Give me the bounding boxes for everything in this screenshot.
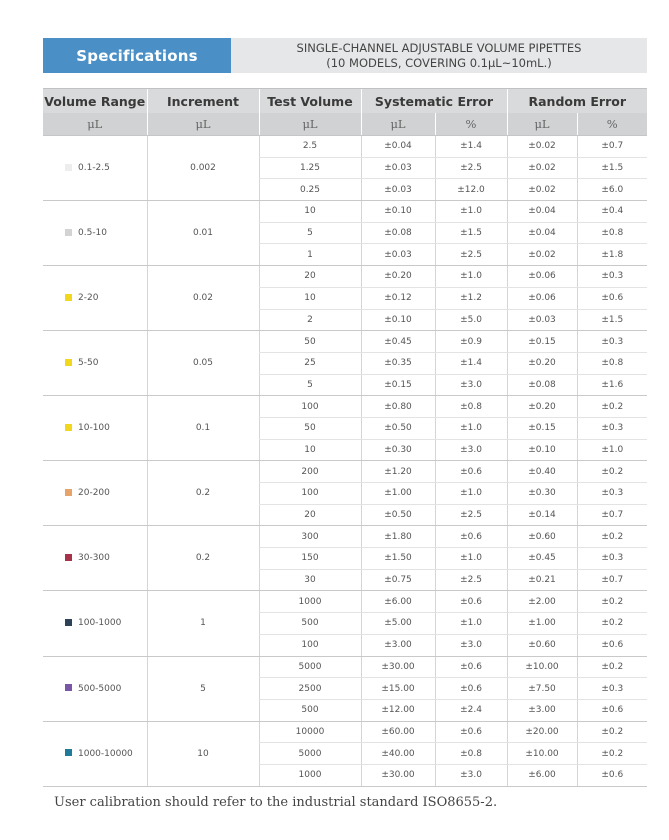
volume-range-cell [43,136,147,201]
volume-range-label: 5-50 [78,358,99,369]
test-volume-cell: 100 [259,634,361,656]
test-volume-cell: 10 [259,201,361,223]
color-swatch-icon [65,424,72,431]
volume-range-label: 100-1000 [78,618,122,629]
unit-cell: % [435,113,507,136]
systematic-error-ul-cell: ±0.45 [361,331,435,353]
systematic-error-pct-cell: ±2.5 [435,569,507,591]
random-error-ul-cell: ±0.15 [507,417,577,439]
random-error-ul-cell: ±0.04 [507,201,577,223]
systematic-error-ul-cell: ±0.08 [361,222,435,244]
table-row [43,591,647,613]
random-error-ul-cell: ±0.03 [507,309,577,331]
systematic-error-ul-cell: ±0.80 [361,396,435,418]
color-swatch-icon [65,489,72,496]
volume-range-cell [43,721,147,786]
test-volume-cell: 5000 [259,656,361,678]
volume-range-cell [43,591,147,656]
table-row [43,396,647,418]
systematic-error-ul-cell: ±40.00 [361,743,435,765]
test-volume-cell: 0.25 [259,179,361,201]
table-row [43,201,647,223]
systematic-error-ul-cell: ±30.00 [361,764,435,786]
unit-cell: % [577,113,647,136]
volume-range-cell [43,266,147,331]
increment-cell: 1 [147,591,259,656]
unit-cell: μL [507,113,577,136]
test-volume-cell: 100 [259,396,361,418]
color-swatch-icon [65,619,72,626]
systematic-error-ul-cell: ±15.00 [361,678,435,700]
random-error-pct-cell: ±0.4 [577,201,647,223]
random-error-ul-cell: ±0.40 [507,461,577,483]
test-volume-cell: 20 [259,266,361,288]
systematic-error-ul-cell: ±0.20 [361,266,435,288]
random-error-pct-cell: ±0.8 [577,352,647,374]
header-volume-range: Volume Range [43,89,147,114]
test-volume-cell: 200 [259,461,361,483]
test-volume-cell: 150 [259,548,361,570]
systematic-error-pct-cell: ±0.6 [435,591,507,613]
random-error-pct-cell: ±0.3 [577,266,647,288]
systematic-error-ul-cell: ±0.03 [361,244,435,266]
test-volume-cell: 20 [259,504,361,526]
systematic-error-pct-cell: ±2.4 [435,699,507,721]
systematic-error-pct-cell: ±0.6 [435,721,507,743]
unit-cell: μL [361,113,435,136]
table-row [43,266,647,288]
systematic-error-ul-cell: ±30.00 [361,656,435,678]
random-error-pct-cell: ±0.7 [577,136,647,158]
systematic-error-pct-cell: ±2.5 [435,504,507,526]
random-error-ul-cell: ±0.10 [507,439,577,461]
random-error-pct-cell: ±0.2 [577,461,647,483]
random-error-ul-cell: ±0.20 [507,396,577,418]
test-volume-cell: 5000 [259,743,361,765]
volume-range-label: 10-100 [78,423,110,434]
test-volume-cell: 50 [259,417,361,439]
random-error-ul-cell: ±2.00 [507,591,577,613]
systematic-error-ul-cell: ±5.00 [361,613,435,635]
random-error-ul-cell: ±0.14 [507,504,577,526]
random-error-pct-cell: ±0.6 [577,287,647,309]
color-swatch-icon [65,164,72,171]
random-error-ul-cell: ±0.02 [507,157,577,179]
volume-range-label: 500-5000 [78,683,122,694]
volume-range-label: 30-300 [78,553,110,564]
color-swatch-icon [65,229,72,236]
systematic-error-ul-cell: ±0.03 [361,157,435,179]
random-error-ul-cell: ±3.00 [507,699,577,721]
volume-range-cell [43,526,147,591]
volume-range-cell [43,331,147,396]
increment-cell: 10 [147,721,259,786]
systematic-error-pct-cell: ±1.5 [435,222,507,244]
systematic-error-pct-cell: ±1.0 [435,613,507,635]
random-error-ul-cell: ±0.30 [507,483,577,505]
random-error-pct-cell: ±0.3 [577,331,647,353]
test-volume-cell: 500 [259,699,361,721]
calibration-note: User calibration should refer to the industrial standard ISO8655-2. [54,795,498,810]
color-swatch-icon [65,359,72,366]
increment-cell: 0.2 [147,461,259,526]
unit-cell: μL [43,113,147,136]
test-volume-cell: 50 [259,331,361,353]
specifications-label: Specifications [43,38,231,73]
test-volume-cell: 30 [259,569,361,591]
random-error-pct-cell: ±0.2 [577,743,647,765]
increment-cell: 0.01 [147,201,259,266]
table-row [43,331,647,353]
color-swatch-icon [65,554,72,561]
color-swatch-icon [65,684,72,691]
random-error-ul-cell: ±0.08 [507,374,577,396]
systematic-error-ul-cell: ±0.12 [361,287,435,309]
header-row [43,89,647,114]
systematic-error-pct-cell: ±3.0 [435,374,507,396]
random-error-pct-cell: ±0.2 [577,721,647,743]
systematic-error-ul-cell: ±0.04 [361,136,435,158]
systematic-error-pct-cell: ±0.6 [435,461,507,483]
systematic-error-ul-cell: ±1.00 [361,483,435,505]
random-error-ul-cell: ±20.00 [507,721,577,743]
color-swatch-icon [65,749,72,756]
systematic-error-ul-cell: ±12.00 [361,699,435,721]
test-volume-cell: 5 [259,222,361,244]
random-error-pct-cell: ±0.8 [577,222,647,244]
systematic-error-pct-cell: ±1.0 [435,483,507,505]
test-volume-cell: 25 [259,352,361,374]
random-error-pct-cell: ±1.0 [577,439,647,461]
header-increment: Increment [147,89,259,114]
increment-cell: 5 [147,656,259,721]
systematic-error-pct-cell: ±12.0 [435,179,507,201]
table-row [43,721,647,743]
systematic-error-ul-cell: ±60.00 [361,721,435,743]
volume-range-cell [43,656,147,721]
systematic-error-ul-cell: ±0.03 [361,179,435,201]
random-error-ul-cell: ±6.00 [507,764,577,786]
systematic-error-ul-cell: ±0.75 [361,569,435,591]
random-error-pct-cell: ±1.5 [577,309,647,331]
systematic-error-pct-cell: ±0.6 [435,678,507,700]
systematic-error-ul-cell: ±0.35 [361,352,435,374]
systematic-error-pct-cell: ±0.9 [435,331,507,353]
random-error-ul-cell: ±0.60 [507,526,577,548]
random-error-ul-cell: ±0.04 [507,222,577,244]
random-error-ul-cell: ±0.45 [507,548,577,570]
random-error-ul-cell: ±0.02 [507,244,577,266]
systematic-error-ul-cell: ±1.50 [361,548,435,570]
test-volume-cell: 2.5 [259,136,361,158]
systematic-error-pct-cell: ±1.2 [435,287,507,309]
random-error-pct-cell: ±0.6 [577,764,647,786]
systematic-error-pct-cell: ±0.8 [435,396,507,418]
systematic-error-pct-cell: ±1.0 [435,417,507,439]
systematic-error-ul-cell: ±0.50 [361,417,435,439]
systematic-error-ul-cell: ±1.20 [361,461,435,483]
systematic-error-ul-cell: ±0.10 [361,309,435,331]
random-error-ul-cell: ±0.60 [507,634,577,656]
table-row [43,461,647,483]
random-error-pct-cell: ±6.0 [577,179,647,201]
random-error-pct-cell: ±0.2 [577,396,647,418]
test-volume-cell: 300 [259,526,361,548]
increment-cell: 0.02 [147,266,259,331]
volume-range-cell [43,201,147,266]
random-error-ul-cell: ±10.00 [507,656,577,678]
increment-cell: 0.002 [147,136,259,201]
banner-title-line1: SINGLE-CHANNEL ADJUSTABLE VOLUME PIPETTES [296,40,582,55]
test-volume-cell: 2 [259,309,361,331]
color-swatch-icon [65,294,72,301]
systematic-error-ul-cell: ±0.15 [361,374,435,396]
systematic-error-pct-cell: ±1.0 [435,266,507,288]
test-volume-cell: 1000 [259,764,361,786]
test-volume-cell: 500 [259,613,361,635]
test-volume-cell: 100 [259,483,361,505]
systematic-error-pct-cell: ±1.0 [435,548,507,570]
random-error-ul-cell: ±0.06 [507,287,577,309]
random-error-ul-cell: ±1.00 [507,613,577,635]
volume-range-label: 20-200 [78,488,110,499]
test-volume-cell: 10000 [259,721,361,743]
volume-range-label: 0.5-10 [78,228,108,239]
specifications-table [43,88,647,787]
random-error-pct-cell: ±0.2 [577,591,647,613]
table-row [43,136,647,158]
table-row [43,526,647,548]
test-volume-cell: 1.25 [259,157,361,179]
increment-cell: 0.1 [147,396,259,461]
test-volume-cell: 10 [259,439,361,461]
test-volume-cell: 5 [259,374,361,396]
random-error-ul-cell: ±0.20 [507,352,577,374]
unit-cell: μL [259,113,361,136]
random-error-pct-cell: ±1.5 [577,157,647,179]
systematic-error-ul-cell: ±0.50 [361,504,435,526]
random-error-pct-cell: ±0.2 [577,526,647,548]
random-error-ul-cell: ±0.06 [507,266,577,288]
random-error-ul-cell: ±7.50 [507,678,577,700]
random-error-pct-cell: ±0.7 [577,504,647,526]
random-error-pct-cell: ±0.6 [577,699,647,721]
systematic-error-pct-cell: ±1.4 [435,136,507,158]
table-row [43,656,647,678]
systematic-error-pct-cell: ±3.0 [435,634,507,656]
random-error-ul-cell: ±0.02 [507,136,577,158]
systematic-error-pct-cell: ±2.5 [435,157,507,179]
increment-cell: 0.05 [147,331,259,396]
random-error-pct-cell: ±1.8 [577,244,647,266]
systematic-error-ul-cell: ±0.10 [361,201,435,223]
random-error-pct-cell: ±0.2 [577,613,647,635]
test-volume-cell: 1000 [259,591,361,613]
volume-range-label: 1000-10000 [78,748,133,759]
header-test-volume: Test Volume [259,89,361,114]
banner-title-line2: (10 MODELS, COVERING 0.1μL~10mL.) [326,55,552,70]
random-error-pct-cell: ±0.3 [577,483,647,505]
test-volume-cell: 1 [259,244,361,266]
random-error-pct-cell: ±0.3 [577,548,647,570]
random-error-ul-cell: ±0.21 [507,569,577,591]
systematic-error-pct-cell: ±3.0 [435,764,507,786]
units-row [43,113,647,136]
header-systematic-error: Systematic Error [361,89,507,114]
systematic-error-pct-cell: ±0.6 [435,656,507,678]
volume-range-cell [43,461,147,526]
volume-range-cell [43,396,147,461]
systematic-error-ul-cell: ±3.00 [361,634,435,656]
header-random-error: Random Error [507,89,647,114]
systematic-error-ul-cell: ±1.80 [361,526,435,548]
random-error-ul-cell: ±0.02 [507,179,577,201]
test-volume-cell: 2500 [259,678,361,700]
test-volume-cell: 10 [259,287,361,309]
random-error-pct-cell: ±0.3 [577,678,647,700]
random-error-ul-cell: ±10.00 [507,743,577,765]
specifications-banner [43,38,647,73]
volume-range-label: 0.1-2.5 [78,163,110,174]
table-body [43,136,647,787]
systematic-error-pct-cell: ±0.8 [435,743,507,765]
volume-range-label: 2-20 [78,293,99,304]
banner-title [231,38,647,73]
systematic-error-pct-cell: ±0.6 [435,526,507,548]
random-error-pct-cell: ±0.3 [577,417,647,439]
unit-cell: μL [147,113,259,136]
random-error-pct-cell: ±0.2 [577,656,647,678]
systematic-error-pct-cell: ±3.0 [435,439,507,461]
random-error-pct-cell: ±1.6 [577,374,647,396]
systematic-error-pct-cell: ±1.4 [435,352,507,374]
systematic-error-ul-cell: ±6.00 [361,591,435,613]
systematic-error-ul-cell: ±0.30 [361,439,435,461]
random-error-pct-cell: ±0.7 [577,569,647,591]
systematic-error-pct-cell: ±5.0 [435,309,507,331]
systematic-error-pct-cell: ±2.5 [435,244,507,266]
systematic-error-pct-cell: ±1.0 [435,201,507,223]
random-error-ul-cell: ±0.15 [507,331,577,353]
increment-cell: 0.2 [147,526,259,591]
random-error-pct-cell: ±0.6 [577,634,647,656]
